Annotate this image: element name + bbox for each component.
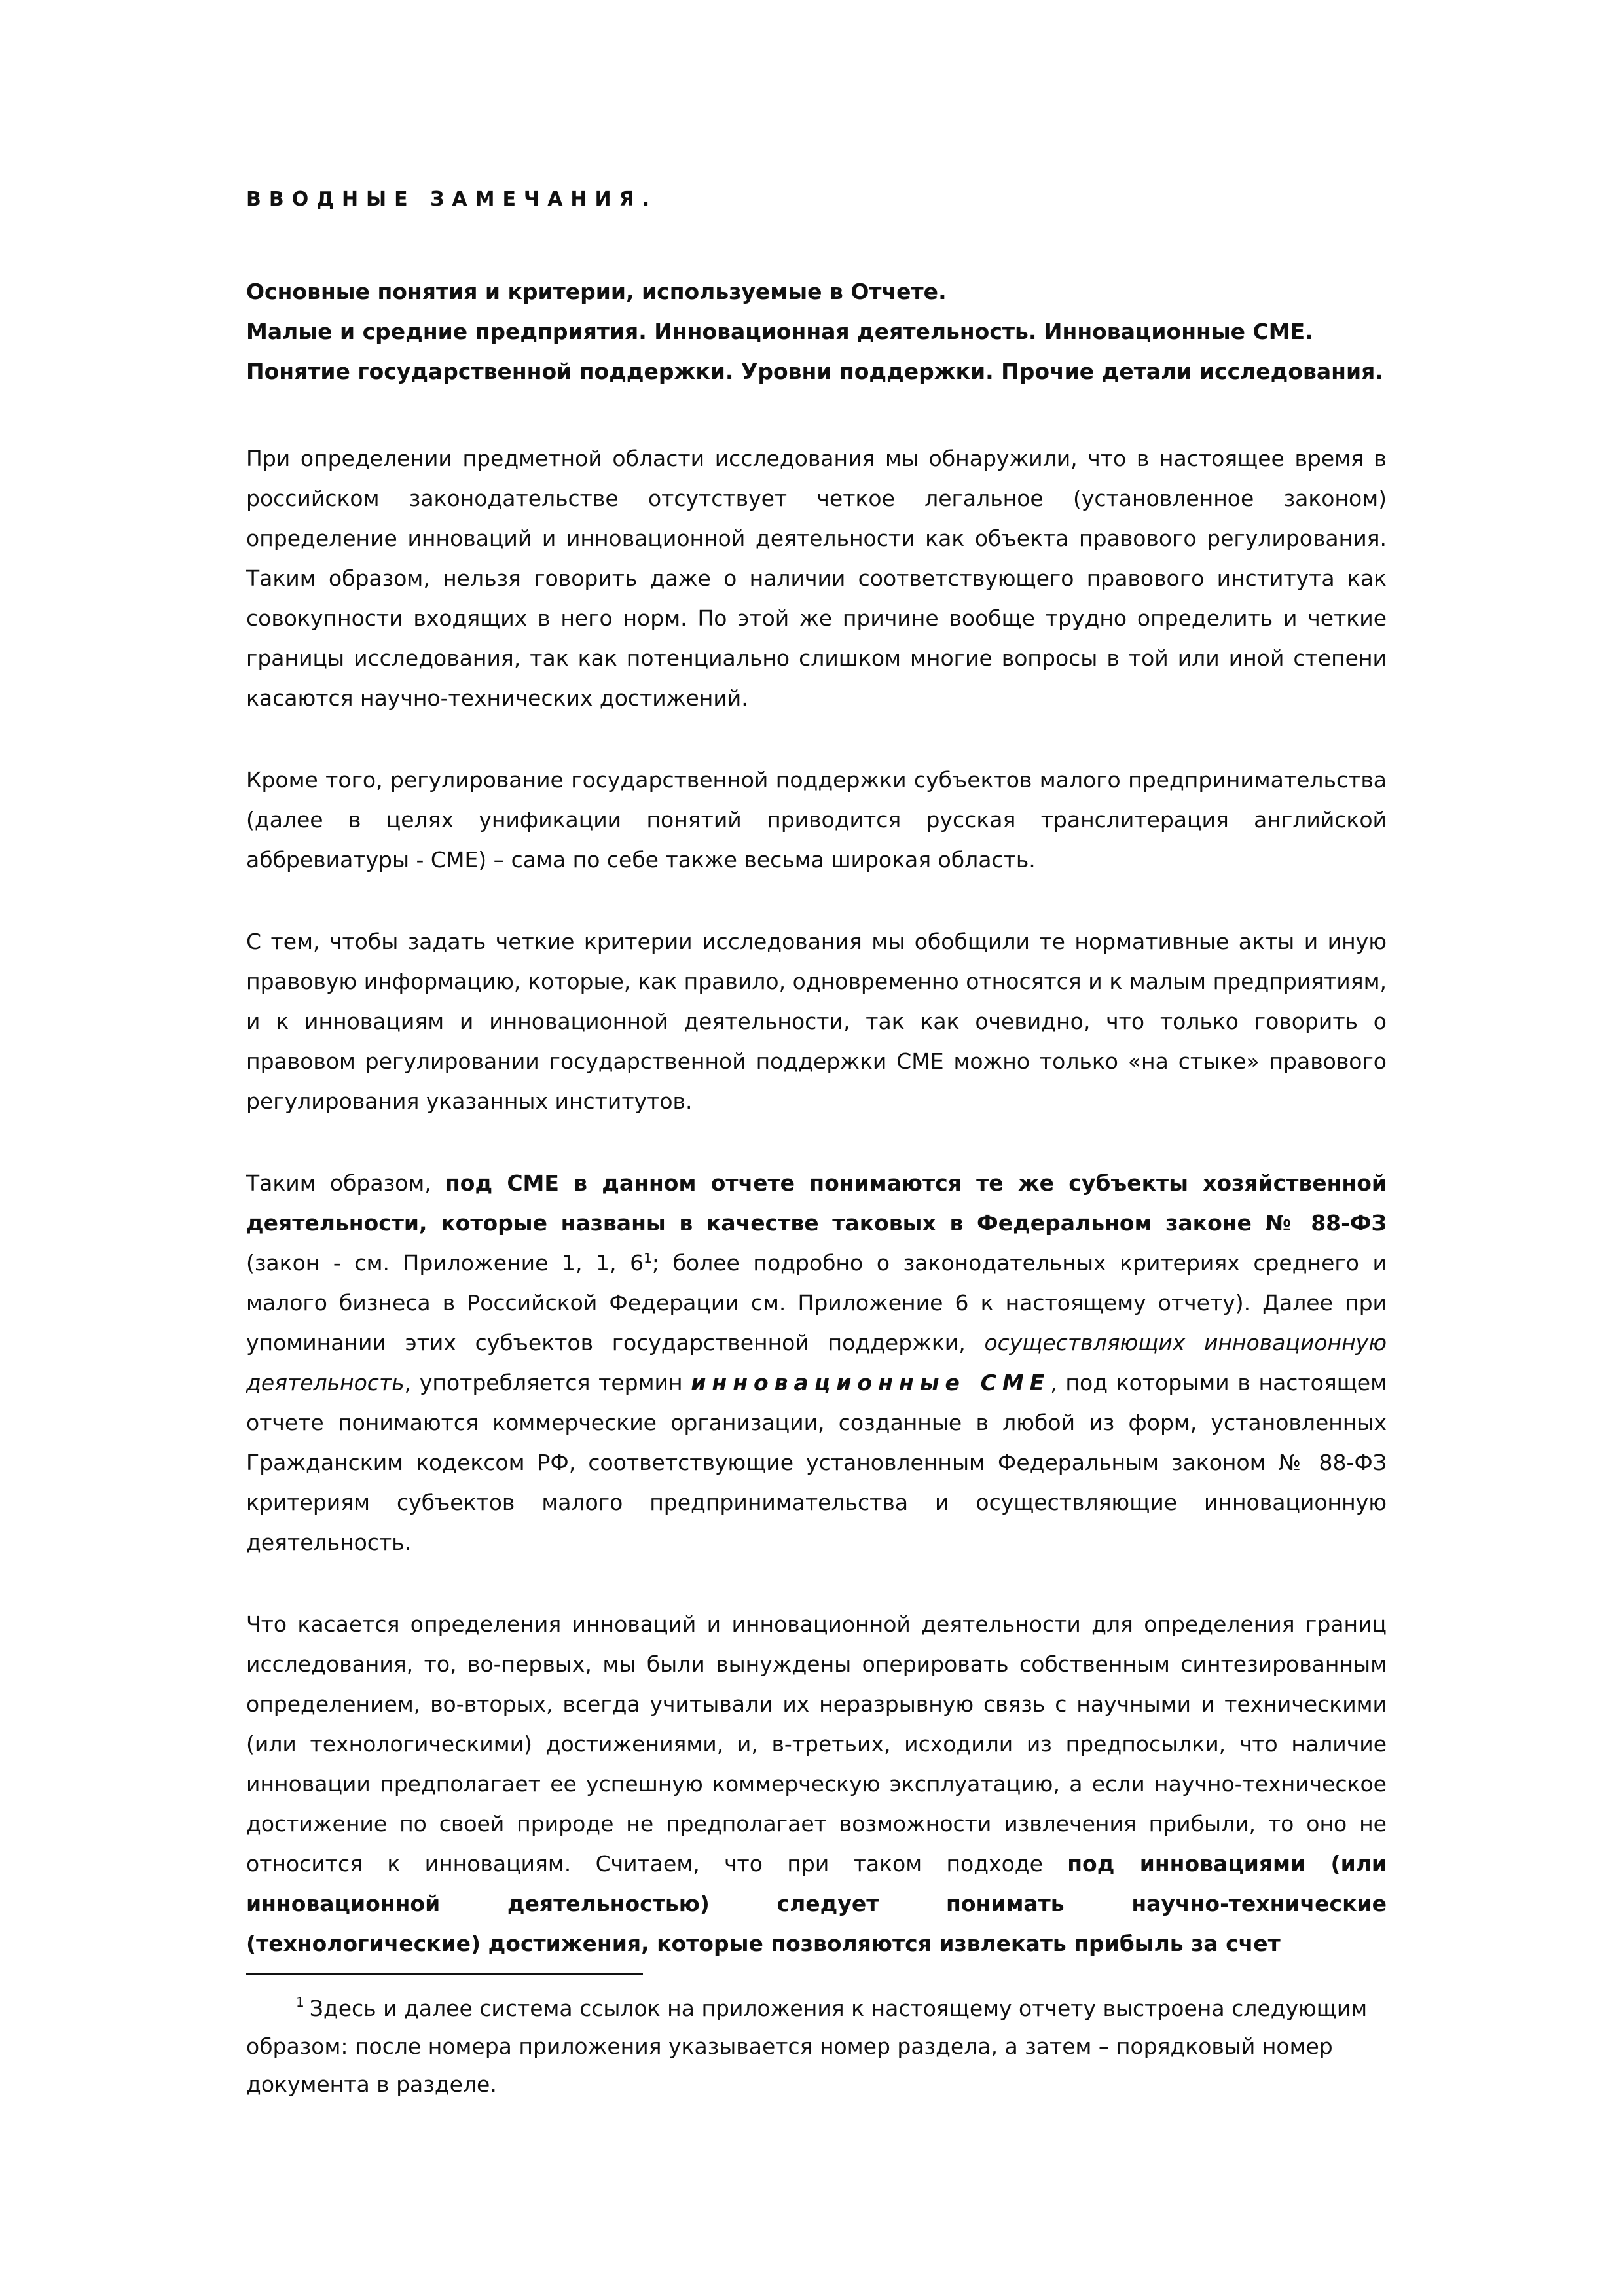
subheading-1: Основные понятия и критерии, используемые в Отчете. [246, 279, 947, 304]
subheadings [246, 272, 1387, 391]
p4-text-5: , под которыми в настоящем отчете понимаются коммерческие организации, созданные в любой из форм, установленных Гражданским кодексом РФ, соответствующие установленным Федеральным законом № 88-ФЗ критериям субъектов малого предпринимательства и осуществляющие инновационную деятельность. [246, 1370, 1387, 1555]
document-body [246, 187, 1387, 1964]
footnote-text: Здесь и далее система ссылок на приложения к настоящему отчету выстроена следующим образом: после номера приложения указывается номер раздела, а затем – порядковый номер документа в разделе. [246, 1996, 1368, 2097]
page-heading: ВВОДНЫЕ ЗАМЕЧАНИЯ. [246, 188, 658, 211]
paragraph-3: С тем, чтобы задать четкие критерии исследования мы обобщили те нормативные акты и иную правовую информацию, которые, как правило, одновременно относятся и к малым предприятиям, и к инновациям и инновационной деятельности, так как очевидно, что только говорить о правовом регулировании государственной поддержки СМЕ можно только «на стыке» правового регулирования указанных институтов. [246, 929, 1387, 1114]
p4-term-innovative-sme: инновационные СМЕ [691, 1370, 1051, 1395]
p4-bold-definition: под СМЕ в данном отчете понимаются те же субъекты хозяйственной деятельности, которые названы в качестве таковых в Федеральном законе № 88-ФЗ [246, 1170, 1387, 1236]
subheading-2: Малые и средние предприятия. Инновационная деятельность. Инновационные СМЕ. [246, 319, 1313, 344]
footnote-separator [246, 1973, 643, 1975]
p4-text-3: ; более подробно о законодательных критериях среднего и малого бизнеса в Российской Федерации см. Приложение 6 к настоящему отчету). Далее при упоминании этих субъектов государственной поддержки, [246, 1250, 1387, 1355]
p5-text-1: Что касается определения инноваций и инновационной деятельности для определения границ исследования, то, во-первых, мы были вынуждены оперировать собственным синтезированным определением, во-вторых, всегда учитывали их неразрывную связь с научными и техническими (или технологическими) достижениями, и, в-третьих, исходили из предпосылки, что наличие инновации предполагает ее успешную коммерческую эксплуатацию, а если научно-техническое достижение по своей природе не предполагает возможности извлечения прибыли, то оно не относится к инновациям. Считаем, что при таком подходе [246, 1611, 1387, 1876]
p4-text-4: , употребляется термин [404, 1370, 691, 1395]
paragraph-5 [246, 1604, 1387, 1964]
paragraph-2: Кроме того, регулирование государственной поддержки субъектов малого предпринимательства (далее в целях унификации понятий приводится русская транслитерация английской аббревиатуры - СМЕ) – сама по себе также весьма широкая область. [246, 767, 1387, 872]
paragraph-1: При определении предметной области исследования мы обнаружили, что в настоящее время в российском законодательстве отсутствует четкое легальное (установленное законом) определение инноваций и инновационной деятельности как объекта правового регулирования. Таким образом, нельзя говорить даже о наличии соответствующего правового института как совокупности входящих в него норм. По этой же причине вообще трудно определить и четкие границы исследования, так как потенциально слишком многие вопросы в той или иной степени касаются научно-технических достижений. [246, 446, 1387, 711]
p5-bold-definition: под инновациями (или инновационной деятельностью) следует понимать научно-технические (технологические) достижения, которые позволяются извлекать прибыль за счет [246, 1851, 1387, 1956]
paragraph-4 [246, 1163, 1387, 1562]
subheading-3: Понятие государственной поддержки. Уровни поддержки. Прочие детали исследования. [246, 359, 1383, 384]
p4-text-1: Таким образом, [246, 1170, 445, 1196]
footnote-reference[interactable]: 1 [644, 1250, 652, 1266]
footnote: 1 Здесь и далее система ссылок на приложения к настоящему отчету выстроена следующим образом: после номера приложения указывается номер раздела, а затем – порядковый номер документа в разделе. [246, 1994, 1368, 2097]
p4-italic-phrase: осуществляющих инновационную деятельность [246, 1330, 1387, 1395]
p4-text-2: (закон - см. Приложение 1, 1, 6 [246, 1250, 644, 1276]
